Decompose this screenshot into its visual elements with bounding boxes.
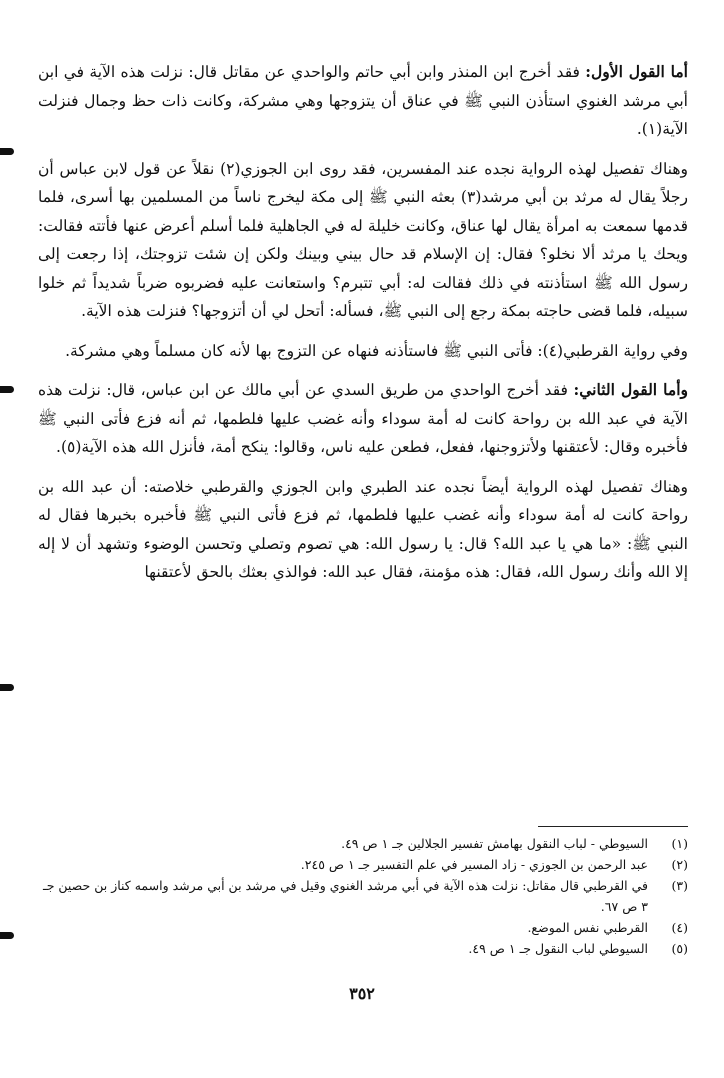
footnote-divider bbox=[538, 826, 688, 827]
scan-edge-mark bbox=[0, 386, 14, 393]
footnote-number: (٢) bbox=[671, 857, 688, 872]
footnote-text: السيوطي لباب النقول جـ ١ ص ٤٩. bbox=[468, 941, 648, 956]
paragraph-text: وهناك تفصيل لهذه الرواية أيضاً نجده عند الطبري وابن الجوزي والقرطبي خلاصته: أن عبد الله بن رواحة كانت له أمة سوداء وأنه غضب عليها فلطمها، ثم فزع فأتى النبي ﷺ فأخبره بخبرها فقال له النبي ﷺ: «ما هي يا عبد الله؟ قال: يا رسول الله: هي تصوم وتصلي وتحسن الوضوء وتشهد أن لا إله إلا الله وأنك رسول الله، فقال: هذه مؤمنة، فقال عبد الله: فوالذي بعثك بالحق لأعتقنها bbox=[38, 477, 688, 581]
page-number: ٣٥٢ bbox=[349, 984, 375, 1003]
heading-first-opinion: أما القول الأول: bbox=[585, 62, 688, 81]
paragraph-tabari-detail bbox=[38, 473, 688, 587]
footnote-text: السيوطي - لباب النقول بهامش تفسير الجلالين جـ ١ ص ٤٩. bbox=[341, 836, 648, 851]
heading-second-opinion: وأما القول الثاني: bbox=[573, 380, 688, 399]
footnote-4 bbox=[38, 917, 688, 938]
scan-edge-mark bbox=[0, 932, 14, 939]
page-body bbox=[38, 58, 688, 587]
footnote-number: (١) bbox=[671, 836, 688, 851]
paragraph-text: وهناك تفصيل لهذه الرواية نجده عند المفسرين، فقد روى ابن الجوزي(٢) نقلاً عن قول لابن عباس أن رجلاً يقال له مرثد بن أبي مرشد(٣) بعثه النبي ﷺ إلى مكة ليخرج ناساً من المسلمين بها أسرى، فلما قدمها سمعت به امرأة يقال لها عناق، وكانت خليلة له في الجاهلية فلما أسلم أعرض عنها فأتته فقالت: ويحك يا مرثد ألا نخلو؟ فقال: إن الإسلام قد حال بيني وبينك ولكن إن شئت تزوجتك، إذا رجعت إلى رسول الله ﷺ استأذنته في ذلك فقالت له: أبي تتبرم؟ واستعانت عليه فضربوه ضرباً شديداً ثم خلوا سبيله، فلما قضى حاجته بمكة رجع إلى النبي ﷺ، فسأله: أتحل لي أن أتزوجها؟ فنزلت هذه الآية. bbox=[38, 159, 688, 320]
paragraph-qurtubi-narration bbox=[38, 337, 688, 366]
footnote-3 bbox=[38, 875, 688, 917]
footnote-2 bbox=[38, 854, 688, 875]
paragraph-second-opinion bbox=[38, 376, 688, 462]
scan-edge-mark bbox=[0, 148, 14, 155]
footnote-number: (٤) bbox=[671, 920, 688, 935]
paragraph-text: فقد أخرج الواحدي من طريق السدي عن أبي مالك عن ابن عباس، قال: نزلت هذه الآية في عبد الله بن رواحة كانت له أمة سوداء وأنه غضب عليها فلطمها، ثم أنه فزع فأتى النبي ﷺ فأخبره وقال: لأعتقنها ولأتزوجنها، ففعل، فطعن عليه ناس، وقالوا: ينكح أمة، فأنزل الله هذه الآية(٥). bbox=[38, 381, 688, 456]
footnotes bbox=[38, 826, 688, 959]
paragraph-text: وفي رواية القرطبي(٤): فأتى النبي ﷺ فاستأذنه فنهاه عن التزوج بها لأنه كان مسلماً وهي مشركة. bbox=[65, 341, 688, 360]
scan-edge-mark bbox=[0, 684, 14, 691]
footnote-text: في القرطبي قال مقاتل: نزلت هذه الآية في أبي مرشد الغنوي وقيل في مرشد بن أبي مرشد واسمه كناز بن حصين جـ ٣ ص ٦٧. bbox=[43, 878, 648, 914]
footnote-text: القرطبي نفس الموضع. bbox=[527, 920, 648, 935]
footnote-5 bbox=[38, 938, 688, 959]
footnote-text: عبد الرحمن بن الجوزي - زاد المسير في علم التفسير جـ ١ ص ٢٤٥. bbox=[300, 857, 648, 872]
footnote-number: (٥) bbox=[671, 941, 688, 956]
paragraph-ibn-jawzi-detail bbox=[38, 155, 688, 326]
footnote-1 bbox=[38, 833, 688, 854]
paragraph-text: فقد أخرج ابن المنذر وابن أبي حاتم والواحدي عن مقاتل قال: نزلت هذه الآية في ابن أبي مرشد الغنوي استأذن النبي ﷺ في عناق أن يتزوجها وهي مشركة، وكانت ذات حظ وجمال فنزلت الآية(١). bbox=[38, 63, 688, 138]
footnote-number: (٣) bbox=[671, 878, 688, 893]
paragraph-first-opinion bbox=[38, 58, 688, 144]
